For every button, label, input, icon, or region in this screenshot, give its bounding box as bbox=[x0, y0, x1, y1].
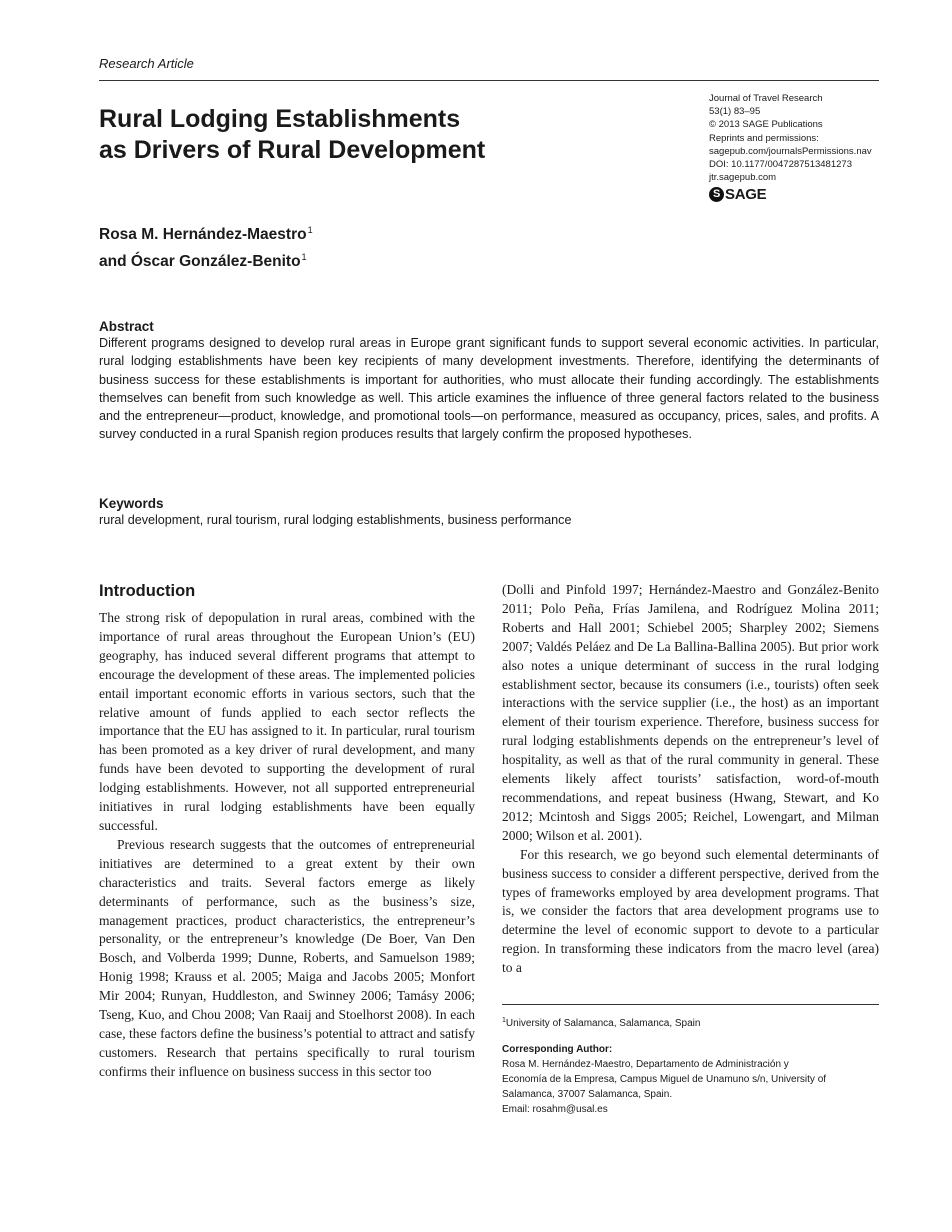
body-column-right bbox=[502, 581, 879, 978]
journal-reprints: Reprints and permissions: bbox=[709, 132, 819, 144]
keywords-text: rural development, rural tourism, rural lodging establishments, business performance bbox=[99, 513, 572, 527]
corresponding-author-email[interactable]: Email: rosahm@usal.es bbox=[502, 1104, 608, 1115]
article-type-label: Research Article bbox=[99, 56, 194, 71]
author-1-affiliation-marker: 1 bbox=[307, 225, 313, 235]
corresponding-author-line-1: Rosa M. Hernández-Maestro, Departamento de Administración y bbox=[502, 1059, 789, 1070]
journal-name: Journal of Travel Research bbox=[709, 93, 823, 104]
header-divider bbox=[99, 80, 879, 81]
affiliation-note bbox=[502, 1013, 879, 1031]
sage-logo-text: SAGE bbox=[725, 186, 767, 204]
body-column-left bbox=[99, 580, 475, 1082]
intro-paragraph-2: Previous research suggests that the outcomes of entrepreneurial initiatives are determined to a great extent by their own characteristics and traits. Several factors emerge as likely determinants of performance, such as the business’s size, management practices, product characteristics, the entrepreneur’s personality, or the entrepreneur’s knowledge (De Boer, Van Den Bosch, and Volberda 1999; Dunne, Roberts, and Samuelson 1989; Honig 1998; Krauss et al. 2005; Maiga and Jacobs 2005; Monfort Mir 2004; Runyan, Huddleston, and Swinney 2006; Tamásy 2006; Tseng, Kuo, and Chou 2008; Van Raaij and Stoelhorst 2008). In each case, these factors define the business’s potential to attract and satisfy customers. Research that pertains specifically to rural tourism confirms their influence on business success in this sector too bbox=[99, 836, 476, 1079]
journal-doi[interactable]: DOI: 10.1177/0047287513481273 bbox=[709, 159, 852, 171]
affiliation-marker: 1 bbox=[502, 1017, 506, 1024]
article-title bbox=[99, 104, 659, 166]
article-title-line-1: Rural Lodging Establishments bbox=[99, 105, 461, 133]
journal-info bbox=[709, 92, 889, 202]
journal-volume: 53(1) 83–95 bbox=[709, 106, 761, 118]
journal-site-link[interactable]: jtr.sagepub.com bbox=[709, 172, 777, 184]
footnotes bbox=[502, 1013, 879, 1117]
abstract-section bbox=[99, 319, 879, 444]
corresponding-author-line-3: Salamanca, 37007 Salamanca, Spain. bbox=[502, 1089, 673, 1100]
sage-logo bbox=[709, 187, 889, 202]
footnote-divider bbox=[502, 1004, 879, 1005]
introduction-heading: Introduction bbox=[99, 582, 196, 600]
author-1 bbox=[99, 219, 313, 246]
corresponding-author-line-2: Economía de la Empresa, Campus Miguel de Unamuno s/n, University of bbox=[502, 1074, 827, 1085]
keywords-section bbox=[99, 496, 879, 529]
author-2-affiliation-marker: 1 bbox=[301, 252, 307, 262]
author-2 bbox=[99, 246, 313, 273]
author-1-name: Rosa M. Hernández-Maestro bbox=[99, 226, 307, 243]
intro-paragraph-3: For this research, we go beyond such elemental determinants of business success to consider a different perspective, derived from the types of frameworks employed by area development programs. That is, we consider the factors that area development programs use to determine the level of economic support to devote to a particular region. In transforming these indicators from the macro level (area) to a bbox=[502, 846, 879, 976]
journal-copyright: © 2013 SAGE Publications bbox=[709, 119, 823, 131]
author-2-name: and Óscar González-Benito bbox=[99, 253, 301, 270]
abstract-heading: Abstract bbox=[99, 319, 154, 334]
sage-logo-icon: S bbox=[709, 187, 724, 202]
corresponding-author-heading: Corresponding Author: bbox=[502, 1044, 613, 1055]
intro-paragraph-2-continued: (Dolli and Pinfold 1997; Hernández-Maestro and González-Benito 2011; Polo Peña, Frías Jamilena, and Rodríguez Molina 2011; Roberts and Hall 2001; Schiebel 2005; Sharpley 2002; Siemens 2007; Valdés Peláez and De La Ballina-Ballina 2005). But prior work also notes a unique determinant of success in the rural lodging establishment sector, because its consumers (i.e., tourists) often seek interactions with the service supplier (i.e., the host) as an important element of their tourism experience. Therefore, business success for rural lodging establishments depends on the entrepreneur’s level of hospitality, as well as that of the rural community in general. These elements likely affect tourists’ satisfaction, word-of-mouth recommendations, and repeat business (Hwang, Stewart, and Ko 2012; Mcintosh and Siggs 2005; Reichel, Lowengart, and Milman 2000; Wilson et al. 2001). bbox=[502, 582, 879, 843]
abstract-text: Different programs designed to develop rural areas in Europe grant significant funds to support several economic activities. In particular, rural lodging establishments have been key recipients of many development investments. Therefore, identifying the determinants of business success for these establishments is important for authorities, who must allocate their funding accordingly. The establishments themselves can benefit from such knowledge as well. This article examines the influence of three general factors related to the business and the entrepreneur—product, knowledge, and promotional tools—on performance, measured as occupancy, prices, sales, and profits. A survey conducted in a rural Spanish region produces results that largely confirm the proposed hypotheses. bbox=[99, 336, 879, 442]
intro-paragraph-1: The strong risk of depopulation in rural areas, combined with the importance of rural areas throughout the European Union’s (EU) geography, has induced several different programs that attempt to encourage the development of these areas. The implemented policies entail important economic efforts in various sectors, such that the relative amount of funds applied to each sector reflects the importance that the EU has assigned to it. In particular, rural tourism has been promoted as a key driver of rural development, and many funds have been devoted to supporting the development of rural lodging establishments. However, not all supported entrepreneurial initiatives in rural lodging establishments have been equally successful. bbox=[99, 610, 475, 833]
article-title-line-2: as Drivers of Rural Development bbox=[99, 136, 486, 164]
keywords-heading: Keywords bbox=[99, 496, 164, 511]
journal-permissions-link[interactable]: sagepub.com/journalsPermissions.nav bbox=[709, 145, 872, 157]
author-list bbox=[99, 219, 313, 273]
affiliation-text: University of Salamanca, Salamanca, Spain bbox=[505, 1018, 701, 1029]
